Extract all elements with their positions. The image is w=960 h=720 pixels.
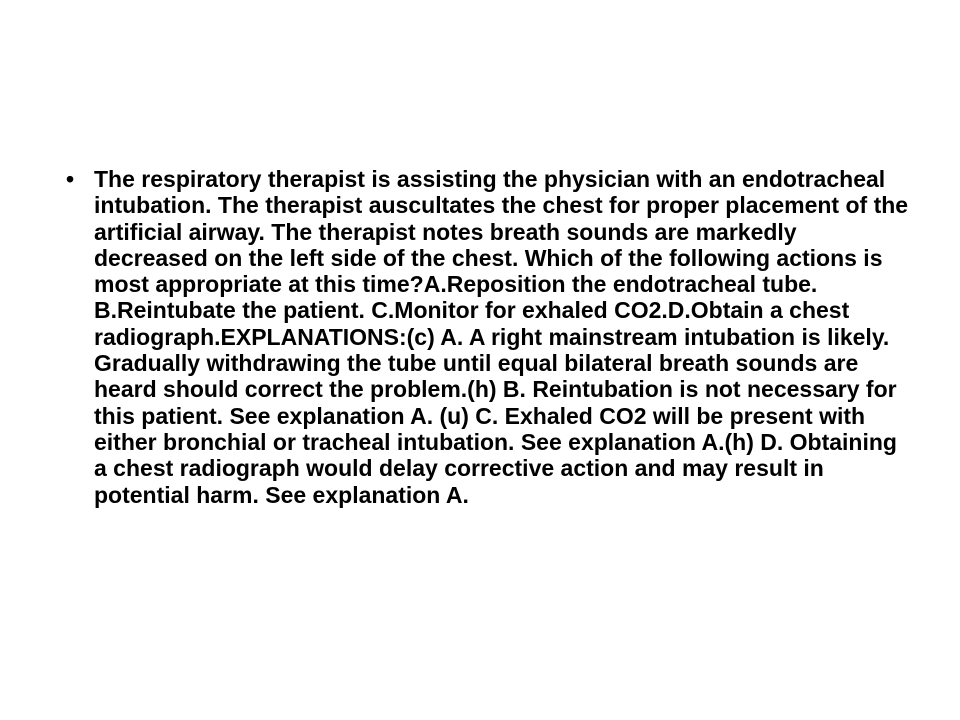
bullet-item	[60, 166, 910, 508]
question-explanation-text: The respiratory therapist is assisting the physician with an endotracheal intubation. The therapist auscultates the chest for proper placement of the artificial airway. The therapist notes breath sounds are markedly decreased on the left side of the chest. Which of the following actions is most appropriate at this time?A.Reposition the endotracheal tube. B.Reintubate the patient. C.Monitor for exhaled CO2.D.Obtain a chest radiograph.EXPLANATIONS:(c) A. A right mainstream intubation is likely. Gradually withdrawing the tube until equal bilateral breath sounds are heard should correct the problem.(h) B. Reintubation is not necessary for this patient. See explanation A. (u) C. Exhaled CO2 will be present with either bronchial or tracheal intubation. See explanation A.(h) D. Obtaining a chest radiograph would delay corrective action and may result in potential harm. See explanation A.	[94, 166, 909, 508]
bullet-icon: •	[65, 166, 75, 192]
bullet-list	[60, 166, 910, 508]
